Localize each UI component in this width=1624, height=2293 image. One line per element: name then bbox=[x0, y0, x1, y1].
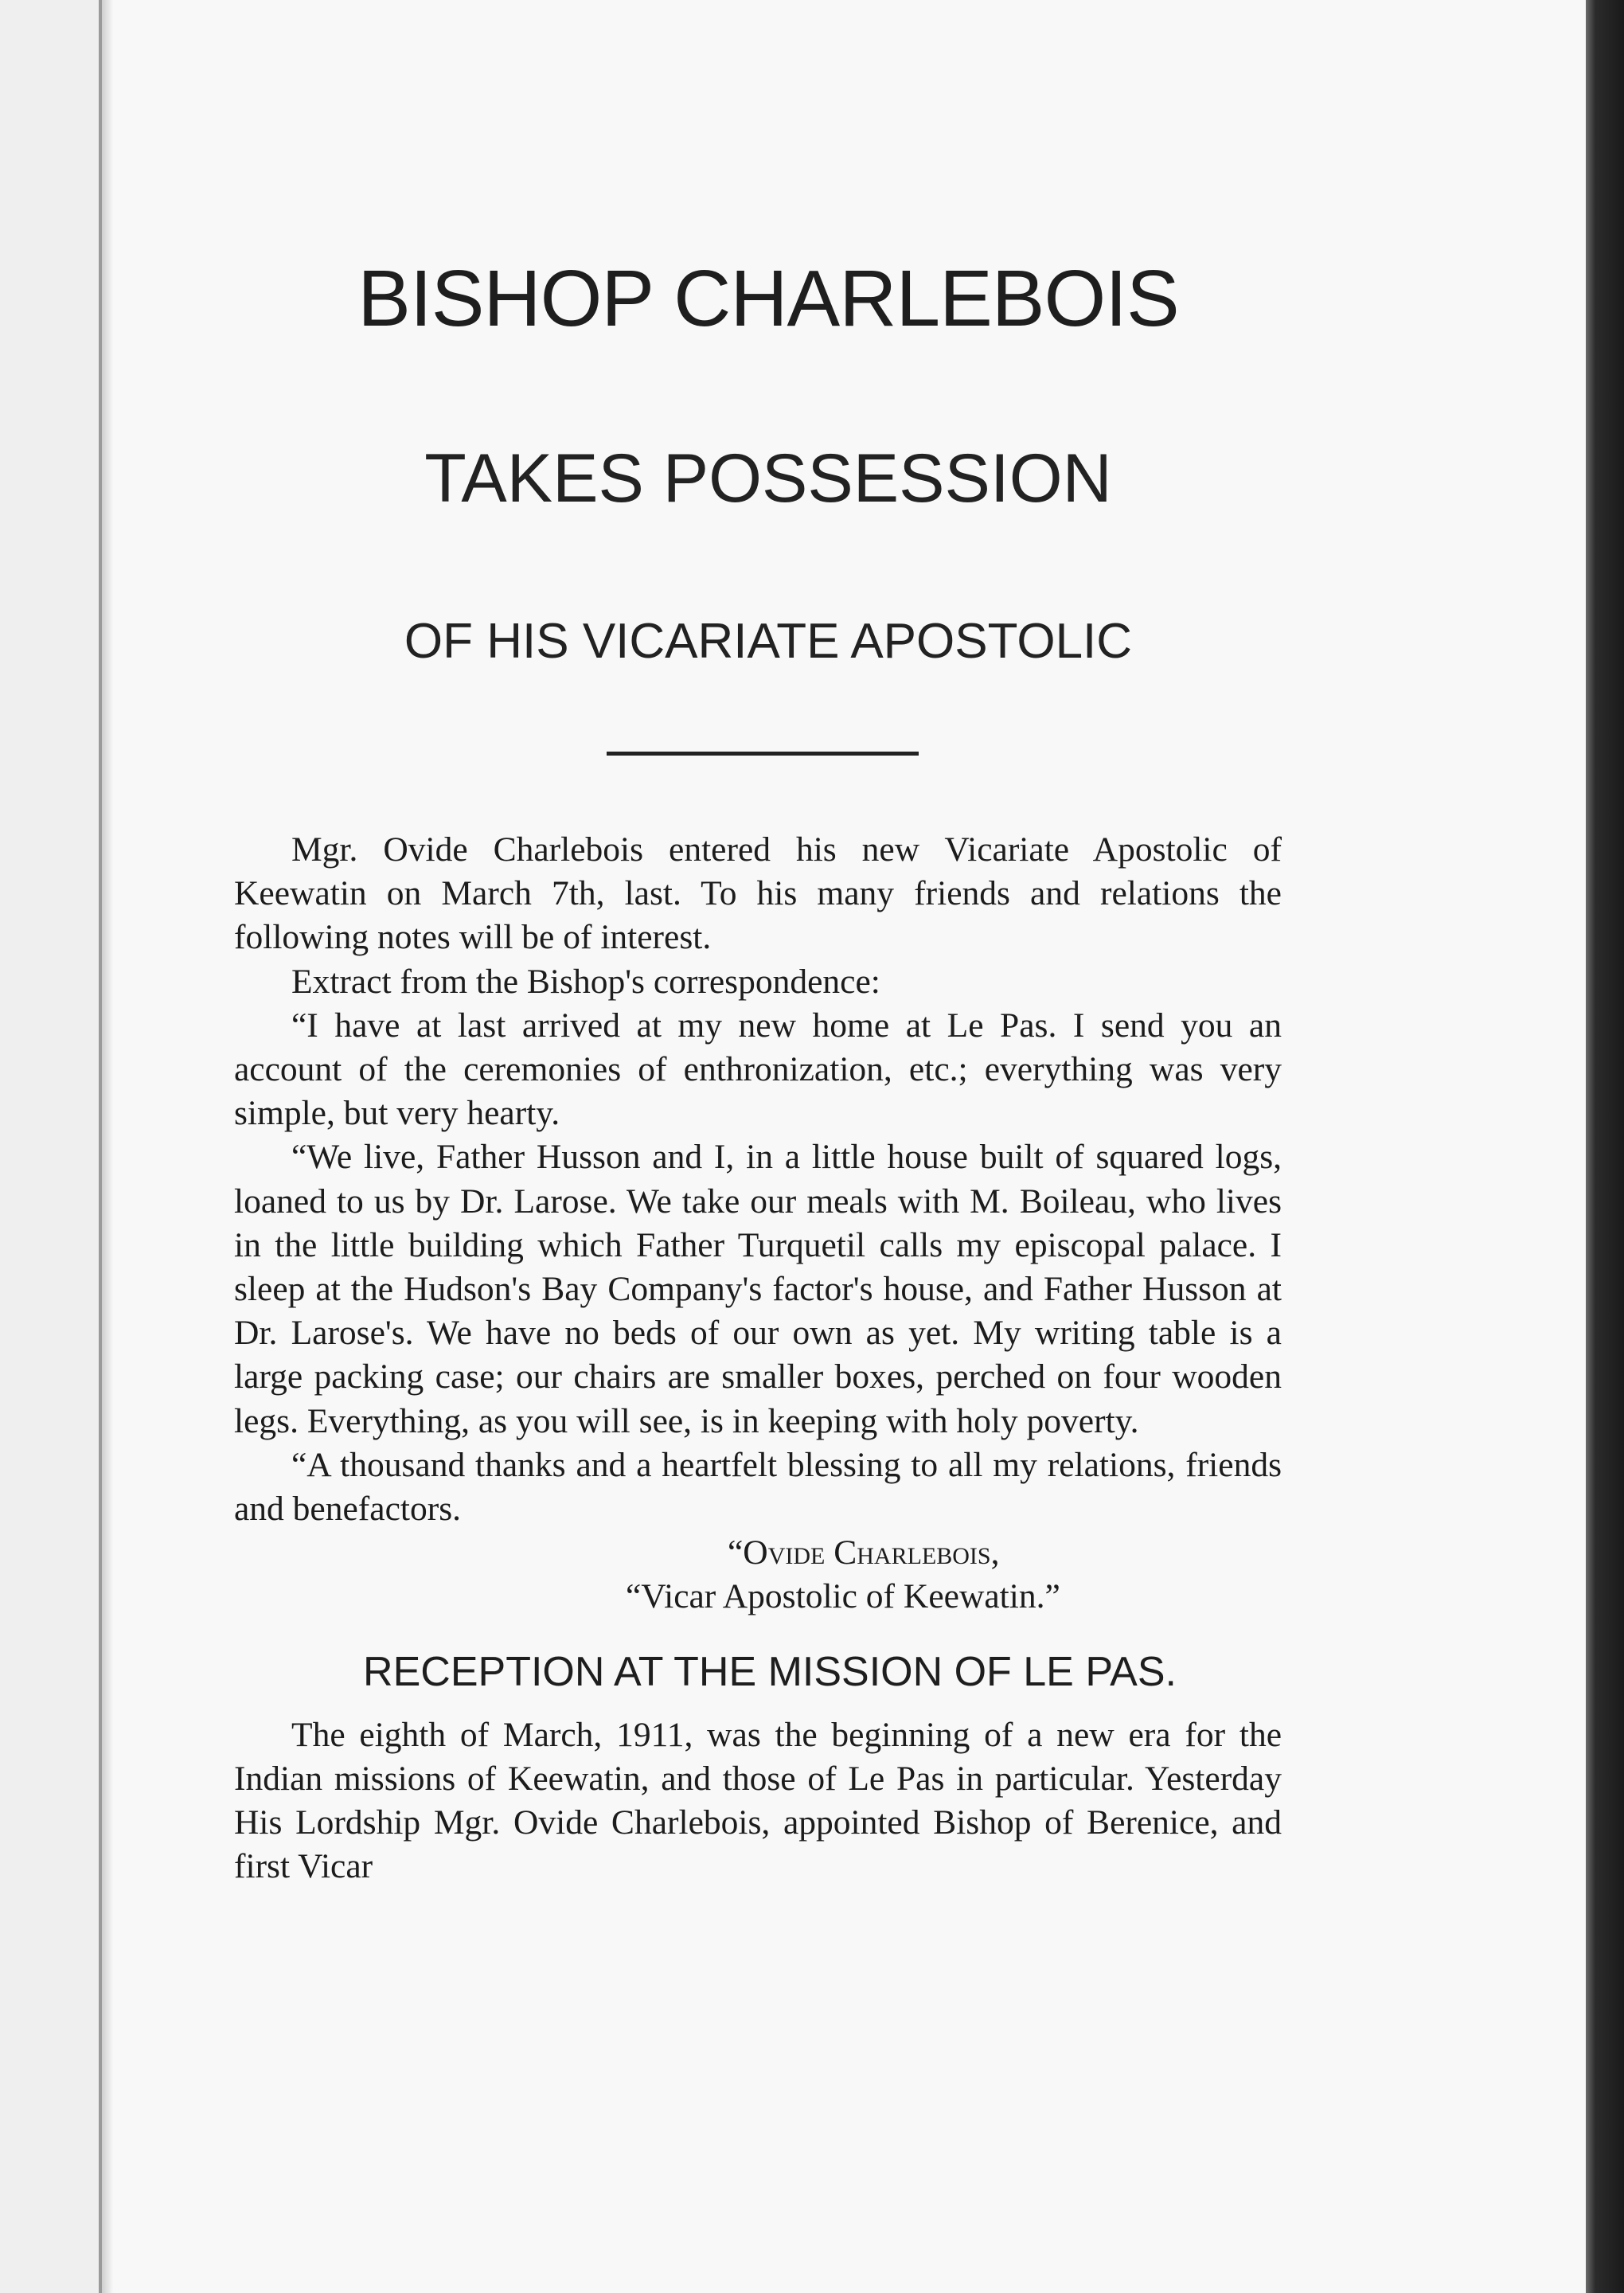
signature-title: “Vicar Apostolic of Keewatin.” bbox=[626, 1577, 1060, 1616]
paragraph-reception: The eighth of March, 1911, was the beginning of a new era for the Indian missions of Keewatin, and those of Le Pas in particular. Yesterday His Lordship Mgr. Ovide Charlebois, appointed Bishop of Berenice, and first Vicar bbox=[234, 1715, 1282, 1886]
paragraph-letter-living: “We live, Father Husson and I, in a little house built of squared logs, loaned to us by Dr. Larose. We take our meals with M. Boileau, who lives in the little building which Father Turquetil calls my episcopal palace. I sleep at the Hudson's Bay Company's factor's house, and Father Husson at Dr. Larose's. We have no beds of our own as yet. My writing table is a large packing case; our chairs are smaller boxes, perched on four wooden legs. Everything, as you will see, is in keeping with holy poverty. bbox=[234, 1138, 1282, 1440]
page-title: BISHOP CHARLEBOIS bbox=[357, 254, 1179, 343]
paragraph-letter-arrival: “I have at last arrived at my new home at Le Pas. I send you an account of the ceremonies of enthronization, etc.; everything was very simple, but very hearty. bbox=[234, 1006, 1282, 1133]
paragraph-extract-label: Extract from the Bishop's correspondence: bbox=[291, 962, 880, 1001]
section-heading: RECEPTION AT THE MISSION OF LE PAS. bbox=[363, 1648, 1177, 1695]
page-right-edge-shadow bbox=[1586, 0, 1624, 2293]
signature-name: “Ovide Charlebois, bbox=[728, 1533, 1000, 1572]
page-subtitle-secondary: OF HIS VICARIATE APOSTOLIC bbox=[404, 614, 1133, 669]
letter-signature bbox=[234, 1531, 1282, 1619]
article-body bbox=[234, 828, 1282, 1889]
page-subtitle: TAKES POSSESSION bbox=[424, 440, 1112, 517]
paragraph-letter-thanks: “A thousand thanks and a heartfelt blessing to all my relations, friends and benefactors. bbox=[234, 1445, 1282, 1529]
paragraph-intro: Mgr. Ovide Charlebois entered his new Vicariate Apostolic of Keewatin on March 7th, last. To his many friends and relations the following notes will be of interest. bbox=[234, 830, 1282, 957]
title-divider bbox=[607, 752, 919, 756]
